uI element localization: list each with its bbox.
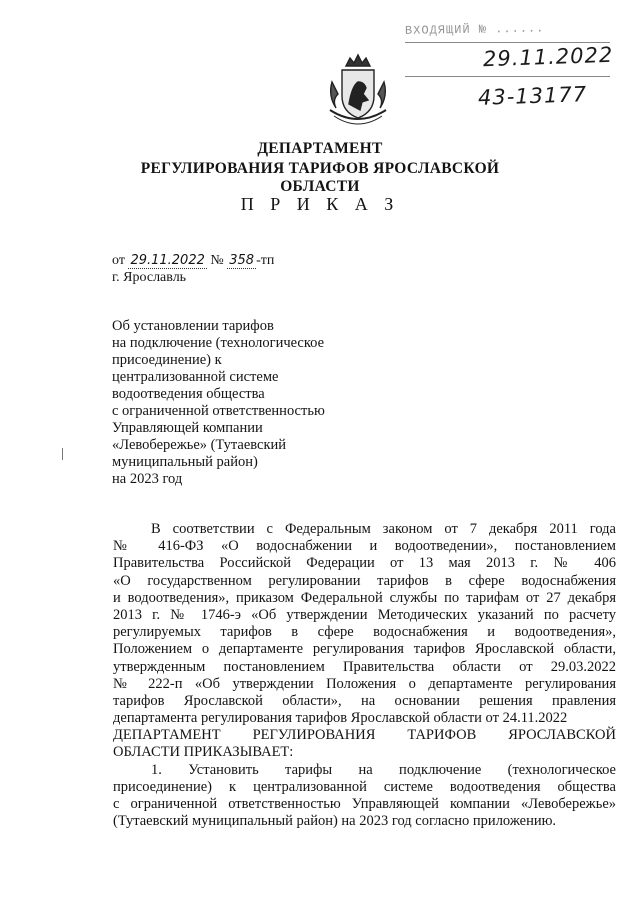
order-body <box>113 521 616 830</box>
item1-line: с ограниченной ответственностью Управляющей компании «Левобережье» <box>113 796 616 812</box>
resolution-word: ЯРОСЛАВСКОЙ <box>508 727 616 744</box>
department-name-line1: ДЕПАРТАМЕНТ <box>257 140 383 157</box>
order-number-sign: № <box>210 253 224 268</box>
subject-line: на подключение (технологическое <box>112 335 325 351</box>
item1-line: (Тутаевский муниципальный район) на 2023 год согласно приложению. <box>113 813 557 830</box>
body-line: регулируемых тарифов в сфере водоснабжения и водоотведения», <box>113 624 616 641</box>
order-prefix: от <box>112 253 125 268</box>
resolution-word: ДЕПАРТАМЕНТ <box>113 727 221 744</box>
subject-line: на 2023 год <box>112 471 183 487</box>
resolution-line1 <box>113 727 616 744</box>
body-line: № 222-п «Об утверждении Положения о департаменте регулирования <box>113 675 616 692</box>
subject-line: Управляющей компании <box>112 420 263 436</box>
item1-line: присоединение) к централизованной системе водоотведения общества <box>113 778 616 795</box>
order-date-handwritten: 29.11.2022 <box>130 253 205 268</box>
subject-line: Об установлении тарифов <box>112 318 274 334</box>
body-line: и водоотведения», приказом Федеральной службы по тарифам от 27 декабря <box>113 589 616 606</box>
resolution-line2: ОБЛАСТИ ПРИКАЗЫВАЕТ: <box>113 744 294 761</box>
body-line: «О государственном регулировании тарифов в сфере водоснабжения <box>113 572 616 589</box>
order-number-handwritten: 358 <box>229 253 255 268</box>
stamp-rule <box>405 42 610 43</box>
body-line: 2013 г. № 1746-э «Об утверждении Методических указаний по расчету <box>113 606 616 623</box>
body-line: Правительства Российской Федерации от 13 мая 2013 г. № 406 <box>113 555 616 572</box>
order-reference <box>112 253 274 269</box>
stamp-rule <box>405 76 610 77</box>
item1-line: 1. Установить тарифы на подключение (технологическое <box>151 761 616 778</box>
coat-of-arms-icon <box>322 52 394 130</box>
body-line: утвержденным постановлением Правительства области от 29.03.2022 <box>113 658 616 675</box>
body-line: Положением о департаменте регулирования тарифов Ярославской области, <box>113 641 616 658</box>
subject-line: централизованной системе <box>112 369 279 385</box>
body-line: тарифов Ярославской области», на основании решения правления <box>113 692 616 709</box>
stamp-handwritten-date: 29.11.2022 <box>482 42 614 72</box>
city-line: г. Ярославль <box>112 270 187 285</box>
order-subject <box>112 318 372 488</box>
body-line: В соответствии с Федеральным законом от 7 декабря 2011 года <box>151 521 616 537</box>
subject-line: присоединение) к <box>112 352 222 368</box>
subject-line: «Левобережье» (Тутаевский <box>112 437 287 453</box>
resolution-word: ТАРИФОВ <box>407 727 477 744</box>
body-line: департамента регулирования тарифов Ярославской области от 24.11.2022 <box>113 710 568 727</box>
order-suffix: -тп <box>256 253 275 268</box>
incoming-stamp-printed: ВХОДЯЩИЙ № ...... <box>404 21 545 38</box>
body-line: № 416-ФЗ «О водоснабжении и водоотведении», постановлением <box>113 538 616 555</box>
stamp-handwritten-number: 43-13177 <box>477 82 588 110</box>
subject-line: с ограниченной ответственностью <box>112 403 325 419</box>
subject-line: водоотведения общества <box>112 386 265 402</box>
scan-mark <box>62 448 63 460</box>
subject-line: муниципальный район) <box>112 454 258 470</box>
department-name-line2: РЕГУЛИРОВАНИЯ ТАРИФОВ ЯРОСЛАВСКОЙ ОБЛАСТИ <box>140 160 500 195</box>
resolution-word: РЕГУЛИРОВАНИЯ <box>252 727 376 744</box>
document-title: П Р И К А З <box>240 194 400 214</box>
